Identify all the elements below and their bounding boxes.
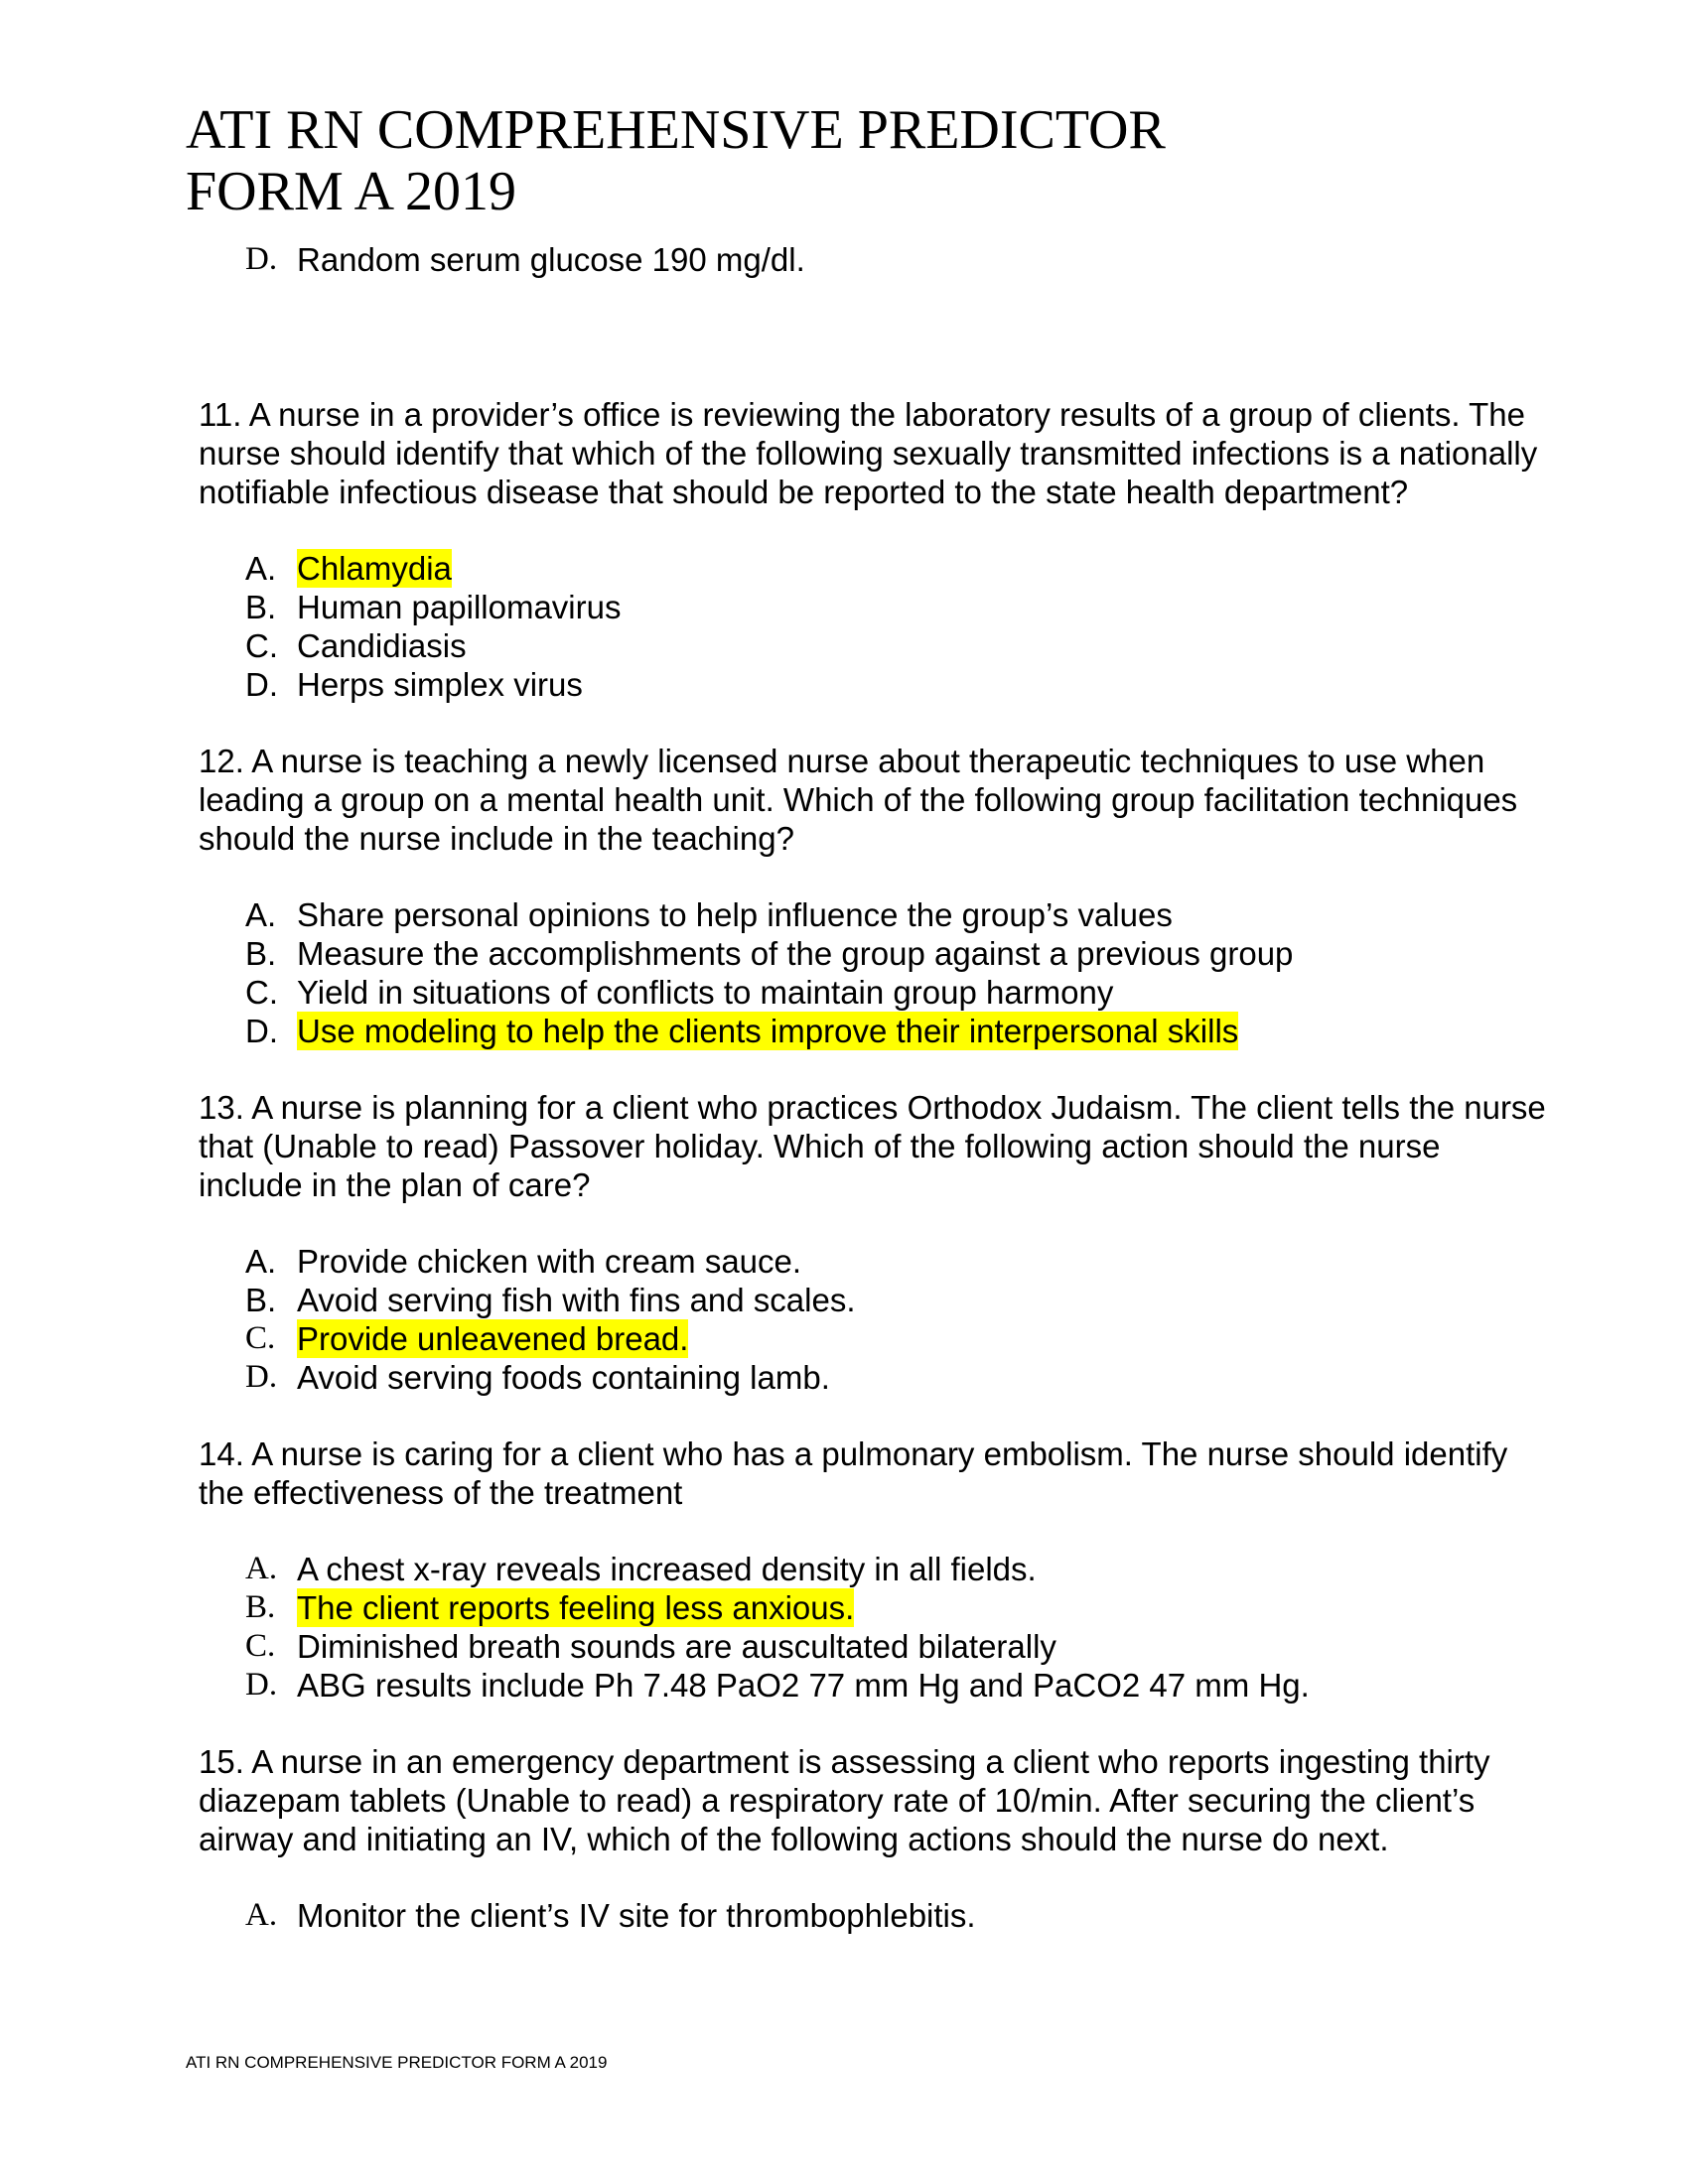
option-letter: A. xyxy=(245,550,277,587)
question xyxy=(199,395,1549,704)
option-text: Share personal opinions to help influence the group’s values xyxy=(297,896,1173,933)
option-letter: A. xyxy=(245,1897,278,1933)
answer-option xyxy=(245,1242,1549,1281)
answer-option xyxy=(245,1896,1549,1935)
option-list xyxy=(199,1550,1549,1705)
question xyxy=(199,1434,1549,1705)
option-text: ABG results include Ph 7.48 PaO2 77 mm Hg and PaCO2 47 mm Hg. xyxy=(297,1667,1310,1704)
page-title xyxy=(186,99,1576,222)
answer-option xyxy=(245,1588,1549,1627)
option-letter: D. xyxy=(245,1013,278,1049)
option-letter: B. xyxy=(245,589,277,625)
question-stem: 11. A nurse in a provider’s office is reviewing the laboratory results of a group of clients. The nurse should identify that which of the following sexually transmitted infections is a nationally notifiable infectious disease that should be reported to the state health department? xyxy=(199,396,1538,510)
answer-option xyxy=(245,588,1549,626)
option-text: Avoid serving fish with fins and scales. xyxy=(297,1282,856,1318)
option-list xyxy=(199,549,1549,704)
answer-option xyxy=(245,626,1549,665)
option-list xyxy=(199,1896,1549,1935)
option-text: A chest x-ray reveals increased density in all fields. xyxy=(297,1551,1037,1587)
option-letter: D. xyxy=(245,241,278,277)
continued-option xyxy=(245,240,1549,279)
option-text: Provide chicken with cream sauce. xyxy=(297,1243,802,1280)
highlighted-answer-text: Use modeling to help the clients improve their interpersonal skills xyxy=(297,1013,1239,1049)
option-text: Random serum glucose 190 mg/dl. xyxy=(297,241,805,278)
page-footer: ATI RN COMPREHENSIVE PREDICTOR FORM A 2019 xyxy=(186,2053,608,2072)
question-stem: 15. A nurse in an emergency department is assessing a client who reports ingesting thirty diazepam tablets (Unable to read) a respiratory rate of 10/min. After securing the client’s airway and initiating an IV, which of the following actions should the nurse do next. xyxy=(199,1743,1490,1857)
option-text: Diminished breath sounds are auscultated bilaterally xyxy=(297,1628,1056,1665)
page-title-line-2: FORM A 2019 xyxy=(186,161,516,222)
highlighted-answer-text: Chlamydia xyxy=(297,550,452,587)
document-body xyxy=(199,240,1549,1973)
option-list xyxy=(199,1242,1549,1397)
option-text: Monitor the client’s IV site for thrombophlebitis. xyxy=(297,1897,976,1934)
answer-option xyxy=(245,973,1549,1012)
answer-option xyxy=(245,1550,1549,1588)
page-title-line-1: ATI RN COMPREHENSIVE PREDICTOR xyxy=(186,99,1166,161)
option-text: Herps simplex virus xyxy=(297,666,583,703)
option-letter: A. xyxy=(245,1243,277,1280)
option-letter: B. xyxy=(245,1282,277,1318)
question-list xyxy=(199,395,1549,1935)
question xyxy=(199,742,1549,1050)
answer-option xyxy=(245,934,1549,973)
option-letter: D. xyxy=(245,1359,278,1395)
answer-option xyxy=(245,549,1549,588)
question-stem: 14. A nurse is caring for a client who has a pulmonary embolism. The nurse should identify the effectiveness of the treatment xyxy=(199,1435,1508,1511)
answer-option xyxy=(245,1627,1549,1666)
answer-option xyxy=(245,1358,1549,1397)
option-letter: B. xyxy=(245,935,277,972)
answer-option xyxy=(245,665,1549,704)
answer-option xyxy=(245,1281,1549,1319)
highlighted-answer-text: The client reports feeling less anxious. xyxy=(297,1589,855,1626)
option-text: Measure the accomplishments of the group against a previous group xyxy=(297,935,1294,972)
option-letter: B. xyxy=(245,1589,276,1625)
option-letter: C. xyxy=(245,627,278,664)
option-text: Candidiasis xyxy=(297,627,467,664)
question xyxy=(199,1742,1549,1935)
option-list xyxy=(199,895,1549,1050)
answer-option xyxy=(245,1666,1549,1705)
question-stem: 13. A nurse is planning for a client who practices Orthodox Judaism. The client tells the nurse that (Unable to read) Passover holiday. Which of the following action should the nurse include in the plan of care? xyxy=(199,1089,1546,1203)
answer-option xyxy=(245,895,1549,934)
option-text: Yield in situations of conflicts to maintain group harmony xyxy=(297,974,1114,1011)
question xyxy=(199,1088,1549,1397)
option-letter: D. xyxy=(245,1667,278,1703)
question-stem: 12. A nurse is teaching a newly licensed nurse about therapeutic techniques to use when leading a group on a mental health unit. Which of the following group facilitation techniques should the nurse include in the teaching? xyxy=(199,743,1518,857)
option-letter: A. xyxy=(245,1551,278,1586)
option-text: Avoid serving foods containing lamb. xyxy=(297,1359,830,1396)
answer-option xyxy=(245,1012,1549,1050)
answer-option xyxy=(245,1319,1549,1358)
option-letter: C. xyxy=(245,1320,276,1356)
highlighted-answer-text: Provide unleavened bread. xyxy=(297,1320,689,1357)
option-letter: C. xyxy=(245,974,278,1011)
option-letter: A. xyxy=(245,896,277,933)
option-text: Human papillomavirus xyxy=(297,589,622,625)
option-letter: D. xyxy=(245,666,278,703)
option-letter: C. xyxy=(245,1628,276,1664)
